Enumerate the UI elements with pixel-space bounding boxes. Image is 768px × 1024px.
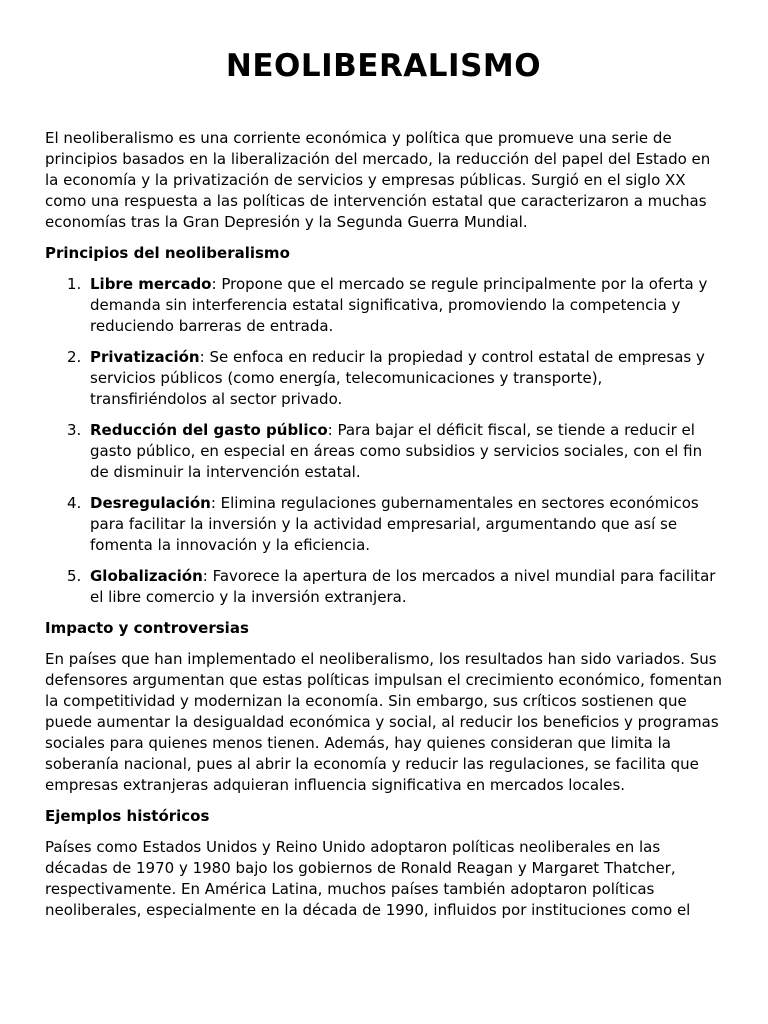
intro-paragraph: El neoliberalismo es una corriente económica y política que promueve una serie de principios basados en la liberalización del mercado, la reducción del papel del Estado en la economía y la privatización de servicios y empresas públicas. Surgió en el siglo XX como una respuesta a las políticas de intervención estatal que caracterizaron a muchas economías tras la Gran Depresión y la Segunda Guerra Mundial. bbox=[45, 129, 711, 231]
list-item bbox=[67, 347, 722, 410]
list-item-number: 4. bbox=[67, 494, 82, 512]
list-item-number: 3. bbox=[67, 421, 82, 439]
impact-paragraph: En países que han implementado el neoliberalismo, los resultados han sido variados. Sus defensores argumentan que estas políticas impulsan el crecimiento económico, fomentan la competitividad y modernizan la economía. Sin embargo, sus críticos sostienen que puede aumentar la desigualdad económica y social, al reducir los beneficios y programas sociales para quienes menos tienen. Además, hay quienes consideran que limita la soberanía nacional, pues al abrir la economía y reducir las regulaciones, se facilita que empresas extranjeras adquieran influencia significativa en mercados locales. bbox=[45, 650, 723, 794]
list-item-term: Reducción del gasto público bbox=[90, 421, 328, 439]
list-item-text: : Para bajar el déficit fiscal, se tiende a reducir el gasto público, en especial en áreas como subsidios y servicios sociales, con el fin de disminuir la intervención estatal. bbox=[90, 421, 703, 481]
examples-paragraph: Países como Estados Unidos y Reino Unido adoptaron políticas neoliberales en las décadas de 1970 y 1980 bajo los gobiernos de Ronald Reagan y Margaret Thatcher, respectivamente. En América Latina, muchos países también adoptaron políticas neoliberales, especialmente en la década de 1990, influidos por instituciones como el bbox=[45, 838, 691, 919]
list-item-number: 1. bbox=[67, 275, 82, 293]
list-item-term: Libre mercado bbox=[90, 275, 212, 293]
list-item-term: Privatización bbox=[90, 348, 200, 366]
list-item bbox=[67, 493, 722, 556]
list-item bbox=[67, 274, 722, 337]
list-item bbox=[67, 566, 722, 608]
list-item-text: : Se enfoca en reducir la propiedad y control estatal de empresas y servicios públicos (como energía, telecomunicaciones y transporte), transfiriéndolos al sector privado. bbox=[90, 348, 705, 408]
examples-heading: Ejemplos históricos bbox=[45, 807, 210, 825]
list-item-text: : Favorece la apertura de los mercados a nivel mundial para facilitar el libre comercio y la inversión extranjera. bbox=[90, 567, 716, 606]
list-item-term: Desregulación bbox=[90, 494, 211, 512]
impact-heading: Impacto y controversias bbox=[45, 619, 249, 637]
list-item-number: 2. bbox=[67, 348, 82, 366]
list-item-term: Globalización bbox=[90, 567, 203, 585]
principles-heading: Principios del neoliberalismo bbox=[45, 244, 290, 262]
list-item-number: 5. bbox=[67, 567, 82, 585]
list-item bbox=[67, 420, 722, 483]
list-item-text: : Propone que el mercado se regule principalmente por la oferta y demanda sin interferencia estatal significativa, promoviendo la competencia y reduciendo barreras de entrada. bbox=[90, 275, 708, 335]
list-item-text: : Elimina regulaciones gubernamentales en sectores económicos para facilitar la inversión y la actividad empresarial, argumentando que así se fomenta la innovación y la eficiencia. bbox=[90, 494, 699, 554]
principles-list bbox=[45, 274, 722, 608]
document-title: NEOLIBERALISMO bbox=[225, 48, 542, 84]
